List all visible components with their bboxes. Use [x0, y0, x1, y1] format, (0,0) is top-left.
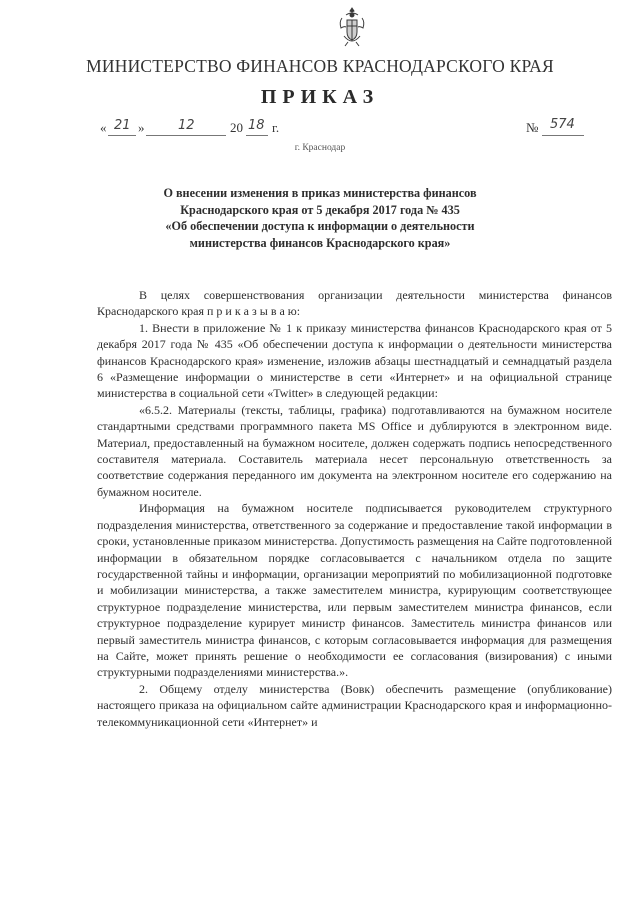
- subject-line: О внесении изменения в приказ министерства финансов: [163, 186, 477, 200]
- document-type-title: ПРИКАЗ: [260, 86, 380, 108]
- date-day-underline: [108, 135, 136, 136]
- number-value: 574: [550, 117, 575, 132]
- number-sign: №: [526, 120, 539, 135]
- city-label: г. Краснодар: [294, 143, 346, 153]
- body-paragraph: 2. Общему отделу министерства (Вовк) обеспечить размещение (опубликование) настоящего приказа на официальном сайте администрации Краснодарского края и информационно-телекоммуникационной сети «Интернет» и: [97, 681, 612, 729]
- subject-line: министерства финансов Краснодарского края»: [189, 235, 451, 250]
- date-year-underline: [246, 135, 268, 136]
- date-year: 18: [248, 118, 265, 133]
- body-paragraph: Информация на бумажном носителе подписывается руководителем структурного подразделения министерства, ответственного за содержание и предоставление такой информации в сроки, установленные приказом министерства. Допустимость размещения на Сайте подготовленной информации в обязательном порядке согласовывается с начальником отдела по защите государственной тайны и информации, организации мероприятий по мобилизационной подготовке и мобилизации министерства, а также заместителем министра, курирующим соответствующее структурное подразделение министерства, или первым заместителем министра финансов, если структурное подразделение курирует министр финансов. Заместитель министра финансов или первый заместитель министра финансов, с которым согласовывается информация для размещения на Сайте, может принять решение о необходимости ее согласования (визирования) с иными структурными подразделениями министерства.».: [97, 501, 612, 680]
- date-day: 21: [114, 118, 131, 133]
- date-close-quote: »: [138, 120, 145, 135]
- coat-of-arms-icon: [336, 6, 368, 48]
- number-underline: [542, 135, 584, 136]
- date-month-underline: [146, 135, 226, 136]
- body-paragraph: 1. Внести в приложение № 1 к приказу министерства финансов Краснодарского края от 5 декабря 2017 года № 435 «Об обеспечении доступа к информации о деятельности министерства финансов Краснодарского края» изменение, изложив абзацы шестнадцатый и семнадцатый раздела 6 «Размещение информации о министерстве в сети «Интернет» и на официальной странице министерства в социальной сети «Twitter» в следующей редакции:: [97, 320, 612, 401]
- body-paragraph: В целях совершенствования организации деятельности министерства финансов Краснодарского края п р и к а з ы в а ю:: [97, 288, 612, 319]
- document-body: [97, 287, 612, 730]
- date-open-quote: «: [100, 120, 107, 135]
- subject-line: «Об обеспечении доступа к информации о деятельности: [165, 219, 475, 233]
- document-subject: [110, 185, 530, 251]
- date-suffix: г.: [272, 120, 280, 135]
- subject-line: Краснодарского края от 5 декабря 2017 года № 435: [180, 202, 460, 217]
- body-paragraph: «6.5.2. Материалы (тексты, таблицы, графика) подготавливаются на бумажном носителе стандартными средствами программного пакета MS Office и дублируются в электронном виде. Материал, предоставленный на бумажном носителе, должен содержать подпись непосредственного составителя материала. Составитель материала несет персональную ответственность за соответствие содержания переданного им документа на электронном носителе его содержанию на бумажном носителе.: [97, 402, 612, 499]
- ministry-name: МИНИСТЕРСТВО ФИНАНСОВ КРАСНОДАРСКОГО КРАЯ: [86, 56, 554, 76]
- date-year-prefix: 20: [230, 120, 243, 135]
- date-month: 12: [178, 118, 195, 133]
